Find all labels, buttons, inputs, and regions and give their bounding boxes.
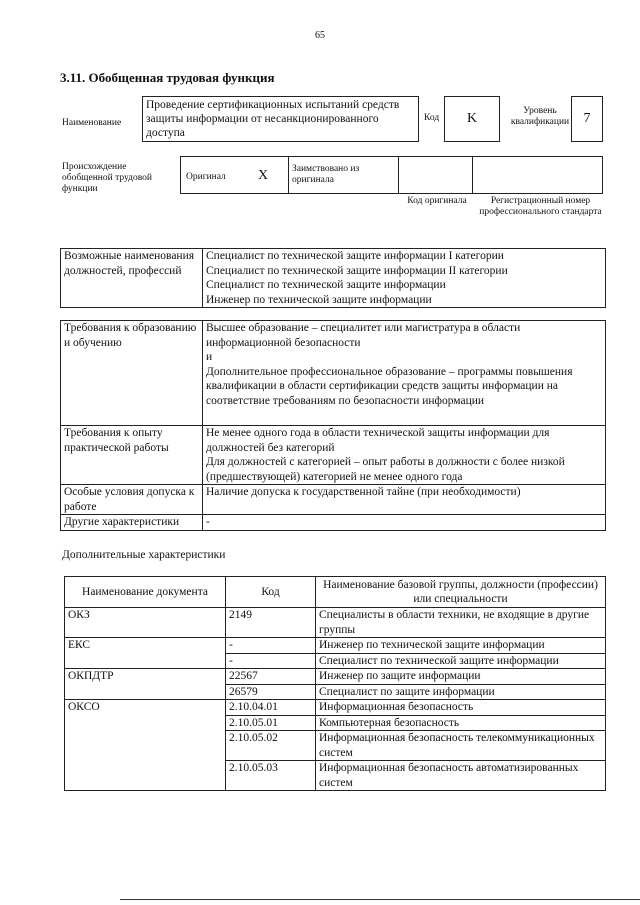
name-cell: Специалист по защите информации [316,684,606,700]
special-value: Наличие допуска к государственной тайне (при необходимости) [203,485,606,515]
education-line: Дополнительное профессиональное образование – программы повышения квалификации в области сертификации средств защиты информации на соответствие требованиям по безопасности информации [206,365,573,407]
col-name-header: Наименование базовой группы, должности (профессии) или специальности [316,577,606,608]
positions-row [61,249,606,308]
name-cell: Инженер по защите информации [316,669,606,685]
name-cell: Инженер по технической защите информации [316,638,606,654]
table-row [65,700,606,716]
position-item: Специалист по технической защите информации I категории [206,250,504,262]
position-item: Инженер по технической защите информации [206,293,432,306]
name-cell: Компьютерная безопасность [316,715,606,731]
code-cell: - [226,638,316,654]
doc-cell: ОКПДТР [65,669,226,700]
table-row [65,638,606,654]
name-cell: Специалисты в области техники, не входящие в другие группы [316,608,606,638]
special-label: Особые условия допуска к работе [61,485,203,515]
experience-line: Для должностей с категорией – опыт работы в должности с более низкой (предшествующей) категорией не менее одного года [206,456,565,483]
code-cell: - [226,653,316,669]
name-value: Проведение сертификационных испытаний средств защиты информации от несанкционированного доступа [146,99,400,139]
table-row [65,669,606,685]
code-cell: 2.10.05.02 [226,731,316,761]
doc-cell: ОКЗ [65,608,226,638]
name-cell: Информационная безопасность автоматизированных систем [316,761,606,791]
origin-label: Происхождение обобщенной трудовой функции [62,162,152,194]
level-value: 7 [583,111,591,126]
additional-table [64,576,606,791]
code-cell: 2149 [226,608,316,638]
page-number: 65 [315,30,325,41]
education-label: Требования к образованию и обучению [61,321,203,426]
experience-line: Не менее одного года в области технической защиты информации для должностей без категорий [206,427,550,454]
experience-row [61,426,606,485]
education-line: и [206,351,213,363]
education-values [203,321,606,426]
origin-divider-2 [398,156,399,194]
doc-cell: ЕКС [65,638,226,669]
code-cell: 22567 [226,669,316,685]
page-bottom-edge [120,899,640,900]
col-code-header: Код [226,577,316,608]
name-label: Наименование [62,118,122,128]
code-cell: 26579 [226,684,316,700]
doc-cell: ОКСО [65,700,226,791]
reg-number-label: Регистрационный номер профессионального стандарта [479,196,602,217]
code-label: Код [424,113,440,123]
name-cell: Специалист по технической защите информации [316,653,606,669]
code-cell: 2.10.05.03 [226,761,316,791]
education-line: Высшее образование – специалитет или магистратура в области информационной безопасности [206,322,521,349]
position-item: Специалист по технической защите информации II категории [206,264,508,277]
other-row [61,515,606,531]
code-cell: 2.10.04.01 [226,700,316,716]
name-cell: Информационная безопасность [316,700,606,716]
borrowed-label: Заимствовано из оригинала [292,164,360,185]
experience-label: Требования к опыту практической работы [61,426,203,485]
name-cell: Информационная безопасность телекоммуникационных систем [316,731,606,761]
name-value-box [142,96,419,142]
positions-label: Возможные наименования должностей, профессий [61,249,203,308]
code-value-box [444,96,500,142]
code-original-label: Код оригинала [407,196,467,206]
education-row [61,321,606,426]
positions-table [60,248,606,308]
level-label: Уровень квалификации [510,106,570,127]
col-doc-header: Наименование документа [65,577,226,608]
additional-header-row [65,577,606,608]
section-title: 3.11. Обобщенная трудовая функция [60,70,275,85]
origin-divider-1 [288,156,289,194]
positions-values [203,249,606,308]
original-label: Оригинал [186,172,226,182]
experience-values [203,426,606,485]
position-item: Специалист по технической защите информации [206,279,446,291]
table-row [65,608,606,638]
requirements-table [60,320,606,531]
code-value: K [466,111,478,126]
origin-divider-3 [472,156,473,194]
level-value-box [571,96,603,142]
special-row [61,485,606,515]
additional-heading: Дополнительные характеристики [62,549,226,561]
other-value: - [203,515,606,531]
other-label: Другие характеристики [61,515,203,531]
code-cell: 2.10.05.01 [226,715,316,731]
original-mark: X [258,168,269,183]
